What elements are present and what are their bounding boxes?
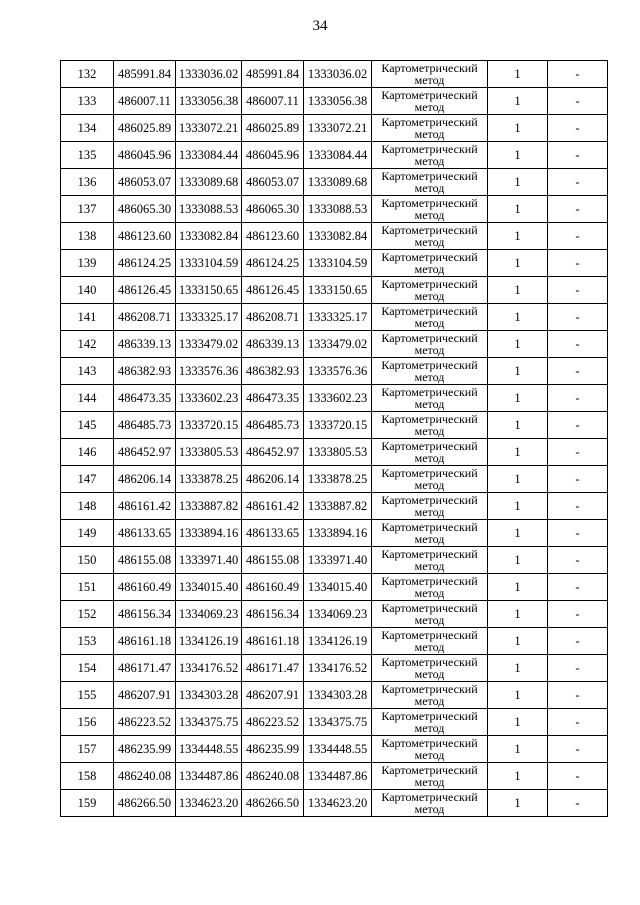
y-coordinate-refined-cell: 1333082.84	[304, 223, 372, 250]
description-cell: -	[548, 601, 608, 628]
table-row	[61, 61, 608, 88]
table-row	[61, 601, 608, 628]
y-coordinate-cell: 1333104.59	[176, 250, 242, 277]
accuracy-cell: 1	[488, 61, 548, 88]
table-row	[61, 385, 608, 412]
accuracy-cell: 1	[488, 736, 548, 763]
point-number-cell: 147	[61, 466, 114, 493]
description-cell: -	[548, 385, 608, 412]
y-coordinate-refined-cell: 1334015.40	[304, 574, 372, 601]
y-coordinate-cell: 1333479.02	[176, 331, 242, 358]
point-number-cell: 158	[61, 763, 114, 790]
point-number-cell: 156	[61, 709, 114, 736]
x-coordinate-cell: 485991.84	[114, 61, 176, 88]
y-coordinate-refined-cell: 1333088.53	[304, 196, 372, 223]
y-coordinate-cell: 1334303.28	[176, 682, 242, 709]
y-coordinate-refined-cell: 1334375.75	[304, 709, 372, 736]
table-row	[61, 655, 608, 682]
accuracy-cell: 1	[488, 304, 548, 331]
x-coordinate-cell: 486473.35	[114, 385, 176, 412]
y-coordinate-refined-cell: 1334623.20	[304, 790, 372, 817]
x-coordinate-refined-cell: 486133.65	[242, 520, 304, 547]
x-coordinate-cell: 486452.97	[114, 439, 176, 466]
accuracy-cell: 1	[488, 439, 548, 466]
y-coordinate-cell: 1334176.52	[176, 655, 242, 682]
description-cell: -	[548, 61, 608, 88]
y-coordinate-cell: 1333082.84	[176, 223, 242, 250]
y-coordinate-refined-cell: 1333576.36	[304, 358, 372, 385]
y-coordinate-cell: 1333056.38	[176, 88, 242, 115]
description-cell: -	[548, 547, 608, 574]
point-number-cell: 132	[61, 61, 114, 88]
method-cell: Картометрический метод	[372, 169, 488, 196]
y-coordinate-refined-cell: 1334126.19	[304, 628, 372, 655]
method-cell: Картометрический метод	[372, 277, 488, 304]
table-row	[61, 331, 608, 358]
description-cell: -	[548, 574, 608, 601]
x-coordinate-cell: 486208.71	[114, 304, 176, 331]
x-coordinate-refined-cell: 486156.34	[242, 601, 304, 628]
x-coordinate-refined-cell: 486053.07	[242, 169, 304, 196]
accuracy-cell: 1	[488, 331, 548, 358]
x-coordinate-refined-cell: 486339.13	[242, 331, 304, 358]
y-coordinate-refined-cell: 1333805.53	[304, 439, 372, 466]
point-number-cell: 144	[61, 385, 114, 412]
x-coordinate-cell: 486223.52	[114, 709, 176, 736]
point-number-cell: 159	[61, 790, 114, 817]
point-number-cell: 134	[61, 115, 114, 142]
method-cell: Картометрический метод	[372, 331, 488, 358]
accuracy-cell: 1	[488, 223, 548, 250]
accuracy-cell: 1	[488, 466, 548, 493]
y-coordinate-refined-cell: 1333720.15	[304, 412, 372, 439]
table-row	[61, 790, 608, 817]
table-row	[61, 196, 608, 223]
method-cell: Картометрический метод	[372, 196, 488, 223]
table-row	[61, 439, 608, 466]
table-row	[61, 493, 608, 520]
y-coordinate-cell: 1334448.55	[176, 736, 242, 763]
x-coordinate-refined-cell: 486045.96	[242, 142, 304, 169]
point-number-cell: 140	[61, 277, 114, 304]
method-cell: Картометрический метод	[372, 61, 488, 88]
description-cell: -	[548, 466, 608, 493]
table-row	[61, 169, 608, 196]
y-coordinate-cell: 1333088.53	[176, 196, 242, 223]
y-coordinate-cell: 1333805.53	[176, 439, 242, 466]
y-coordinate-cell: 1334375.75	[176, 709, 242, 736]
table-row	[61, 736, 608, 763]
description-cell: -	[548, 250, 608, 277]
description-cell: -	[548, 196, 608, 223]
table-row	[61, 115, 608, 142]
x-coordinate-refined-cell: 486160.49	[242, 574, 304, 601]
y-coordinate-refined-cell: 1333072.21	[304, 115, 372, 142]
y-coordinate-cell: 1333878.25	[176, 466, 242, 493]
method-cell: Картометрический метод	[372, 574, 488, 601]
x-coordinate-refined-cell: 486452.97	[242, 439, 304, 466]
method-cell: Картометрический метод	[372, 763, 488, 790]
point-number-cell: 133	[61, 88, 114, 115]
y-coordinate-refined-cell: 1333878.25	[304, 466, 372, 493]
description-cell: -	[548, 790, 608, 817]
description-cell: -	[548, 628, 608, 655]
y-coordinate-cell: 1334069.23	[176, 601, 242, 628]
accuracy-cell: 1	[488, 88, 548, 115]
x-coordinate-refined-cell: 486208.71	[242, 304, 304, 331]
table-row	[61, 466, 608, 493]
table-row	[61, 142, 608, 169]
point-number-cell: 146	[61, 439, 114, 466]
y-coordinate-refined-cell: 1333887.82	[304, 493, 372, 520]
table-row	[61, 520, 608, 547]
x-coordinate-cell: 486235.99	[114, 736, 176, 763]
method-cell: Картометрический метод	[372, 223, 488, 250]
accuracy-cell: 1	[488, 169, 548, 196]
point-number-cell: 137	[61, 196, 114, 223]
x-coordinate-cell: 486007.11	[114, 88, 176, 115]
y-coordinate-refined-cell: 1333602.23	[304, 385, 372, 412]
x-coordinate-refined-cell: 486124.25	[242, 250, 304, 277]
x-coordinate-cell: 486124.25	[114, 250, 176, 277]
description-cell: -	[548, 520, 608, 547]
accuracy-cell: 1	[488, 142, 548, 169]
accuracy-cell: 1	[488, 655, 548, 682]
y-coordinate-refined-cell: 1333089.68	[304, 169, 372, 196]
table-row	[61, 277, 608, 304]
description-cell: -	[548, 331, 608, 358]
table-row	[61, 763, 608, 790]
method-cell: Картометрический метод	[372, 601, 488, 628]
y-coordinate-refined-cell: 1333056.38	[304, 88, 372, 115]
method-cell: Картометрический метод	[372, 412, 488, 439]
y-coordinate-cell: 1333576.36	[176, 358, 242, 385]
coordinates-table	[60, 60, 608, 817]
y-coordinate-refined-cell: 1333150.65	[304, 277, 372, 304]
point-number-cell: 149	[61, 520, 114, 547]
x-coordinate-refined-cell: 486126.45	[242, 277, 304, 304]
method-cell: Картометрический метод	[372, 628, 488, 655]
y-coordinate-refined-cell: 1334448.55	[304, 736, 372, 763]
description-cell: -	[548, 493, 608, 520]
accuracy-cell: 1	[488, 790, 548, 817]
x-coordinate-cell: 486161.18	[114, 628, 176, 655]
table-row	[61, 682, 608, 709]
x-coordinate-cell: 486485.73	[114, 412, 176, 439]
description-cell: -	[548, 736, 608, 763]
x-coordinate-cell: 486156.34	[114, 601, 176, 628]
x-coordinate-refined-cell: 486206.14	[242, 466, 304, 493]
method-cell: Картометрический метод	[372, 790, 488, 817]
y-coordinate-cell: 1333325.17	[176, 304, 242, 331]
x-coordinate-cell: 486240.08	[114, 763, 176, 790]
description-cell: -	[548, 412, 608, 439]
method-cell: Картометрический метод	[372, 358, 488, 385]
y-coordinate-refined-cell: 1334069.23	[304, 601, 372, 628]
y-coordinate-refined-cell: 1333036.02	[304, 61, 372, 88]
accuracy-cell: 1	[488, 115, 548, 142]
description-cell: -	[548, 277, 608, 304]
y-coordinate-cell: 1333720.15	[176, 412, 242, 439]
accuracy-cell: 1	[488, 196, 548, 223]
y-coordinate-refined-cell: 1333104.59	[304, 250, 372, 277]
x-coordinate-refined-cell: 485991.84	[242, 61, 304, 88]
y-coordinate-cell: 1333072.21	[176, 115, 242, 142]
y-coordinate-refined-cell: 1334176.52	[304, 655, 372, 682]
y-coordinate-cell: 1333602.23	[176, 385, 242, 412]
description-cell: -	[548, 358, 608, 385]
x-coordinate-cell: 486025.89	[114, 115, 176, 142]
y-coordinate-cell: 1334487.86	[176, 763, 242, 790]
y-coordinate-cell: 1334623.20	[176, 790, 242, 817]
y-coordinate-cell: 1333089.68	[176, 169, 242, 196]
x-coordinate-cell: 486161.42	[114, 493, 176, 520]
method-cell: Картометрический метод	[372, 655, 488, 682]
point-number-cell: 148	[61, 493, 114, 520]
accuracy-cell: 1	[488, 682, 548, 709]
y-coordinate-cell: 1333036.02	[176, 61, 242, 88]
x-coordinate-refined-cell: 486235.99	[242, 736, 304, 763]
x-coordinate-refined-cell: 486007.11	[242, 88, 304, 115]
y-coordinate-refined-cell: 1333971.40	[304, 547, 372, 574]
table-row	[61, 304, 608, 331]
method-cell: Картометрический метод	[372, 250, 488, 277]
table-row	[61, 628, 608, 655]
method-cell: Картометрический метод	[372, 709, 488, 736]
description-cell: -	[548, 142, 608, 169]
point-number-cell: 143	[61, 358, 114, 385]
y-coordinate-cell: 1334015.40	[176, 574, 242, 601]
method-cell: Картометрический метод	[372, 385, 488, 412]
table-row	[61, 223, 608, 250]
y-coordinate-refined-cell: 1334487.86	[304, 763, 372, 790]
point-number-cell: 139	[61, 250, 114, 277]
table-row	[61, 412, 608, 439]
method-cell: Картометрический метод	[372, 304, 488, 331]
x-coordinate-refined-cell: 486123.60	[242, 223, 304, 250]
y-coordinate-refined-cell: 1333479.02	[304, 331, 372, 358]
x-coordinate-cell: 486123.60	[114, 223, 176, 250]
table-row	[61, 250, 608, 277]
x-coordinate-cell: 486065.30	[114, 196, 176, 223]
x-coordinate-cell: 486126.45	[114, 277, 176, 304]
point-number-cell: 141	[61, 304, 114, 331]
y-coordinate-cell: 1333971.40	[176, 547, 242, 574]
x-coordinate-cell: 486206.14	[114, 466, 176, 493]
description-cell: -	[548, 115, 608, 142]
accuracy-cell: 1	[488, 277, 548, 304]
table-row	[61, 358, 608, 385]
x-coordinate-refined-cell: 486161.18	[242, 628, 304, 655]
point-number-cell: 155	[61, 682, 114, 709]
description-cell: -	[548, 655, 608, 682]
page-number: 34	[312, 18, 328, 34]
accuracy-cell: 1	[488, 547, 548, 574]
accuracy-cell: 1	[488, 763, 548, 790]
description-cell: -	[548, 223, 608, 250]
y-coordinate-cell: 1333150.65	[176, 277, 242, 304]
method-cell: Картометрический метод	[372, 547, 488, 574]
y-coordinate-refined-cell: 1333084.44	[304, 142, 372, 169]
x-coordinate-refined-cell: 486223.52	[242, 709, 304, 736]
x-coordinate-cell: 486339.13	[114, 331, 176, 358]
x-coordinate-refined-cell: 486155.08	[242, 547, 304, 574]
accuracy-cell: 1	[488, 628, 548, 655]
point-number-cell: 152	[61, 601, 114, 628]
x-coordinate-cell: 486266.50	[114, 790, 176, 817]
accuracy-cell: 1	[488, 358, 548, 385]
y-coordinate-cell: 1333887.82	[176, 493, 242, 520]
method-cell: Картометрический метод	[372, 88, 488, 115]
method-cell: Картометрический метод	[372, 142, 488, 169]
x-coordinate-cell: 486133.65	[114, 520, 176, 547]
point-number-cell: 157	[61, 736, 114, 763]
point-number-cell: 135	[61, 142, 114, 169]
x-coordinate-refined-cell: 486266.50	[242, 790, 304, 817]
accuracy-cell: 1	[488, 412, 548, 439]
method-cell: Картометрический метод	[372, 115, 488, 142]
method-cell: Картометрический метод	[372, 520, 488, 547]
x-coordinate-refined-cell: 486025.89	[242, 115, 304, 142]
method-cell: Картометрический метод	[372, 682, 488, 709]
point-number-cell: 150	[61, 547, 114, 574]
x-coordinate-cell: 486053.07	[114, 169, 176, 196]
method-cell: Картометрический метод	[372, 736, 488, 763]
description-cell: -	[548, 439, 608, 466]
accuracy-cell: 1	[488, 520, 548, 547]
method-cell: Картометрический метод	[372, 466, 488, 493]
description-cell: -	[548, 304, 608, 331]
accuracy-cell: 1	[488, 250, 548, 277]
x-coordinate-refined-cell: 486485.73	[242, 412, 304, 439]
description-cell: -	[548, 88, 608, 115]
table-row	[61, 574, 608, 601]
description-cell: -	[548, 682, 608, 709]
point-number-cell: 136	[61, 169, 114, 196]
description-cell: -	[548, 709, 608, 736]
y-coordinate-cell: 1334126.19	[176, 628, 242, 655]
x-coordinate-refined-cell: 486207.91	[242, 682, 304, 709]
point-number-cell: 145	[61, 412, 114, 439]
x-coordinate-cell: 486171.47	[114, 655, 176, 682]
point-number-cell: 138	[61, 223, 114, 250]
x-coordinate-refined-cell: 486171.47	[242, 655, 304, 682]
x-coordinate-cell: 486155.08	[114, 547, 176, 574]
description-cell: -	[548, 169, 608, 196]
y-coordinate-refined-cell: 1334303.28	[304, 682, 372, 709]
x-coordinate-refined-cell: 486161.42	[242, 493, 304, 520]
x-coordinate-cell: 486382.93	[114, 358, 176, 385]
x-coordinate-cell: 486160.49	[114, 574, 176, 601]
point-number-cell: 154	[61, 655, 114, 682]
y-coordinate-cell: 1333084.44	[176, 142, 242, 169]
accuracy-cell: 1	[488, 493, 548, 520]
description-cell: -	[548, 763, 608, 790]
accuracy-cell: 1	[488, 709, 548, 736]
table-row	[61, 547, 608, 574]
method-cell: Картометрический метод	[372, 493, 488, 520]
y-coordinate-refined-cell: 1333325.17	[304, 304, 372, 331]
y-coordinate-refined-cell: 1333894.16	[304, 520, 372, 547]
y-coordinate-cell: 1333894.16	[176, 520, 242, 547]
x-coordinate-cell: 486045.96	[114, 142, 176, 169]
point-number-cell: 153	[61, 628, 114, 655]
x-coordinate-cell: 486207.91	[114, 682, 176, 709]
x-coordinate-refined-cell: 486065.30	[242, 196, 304, 223]
x-coordinate-refined-cell: 486240.08	[242, 763, 304, 790]
accuracy-cell: 1	[488, 601, 548, 628]
x-coordinate-refined-cell: 486473.35	[242, 385, 304, 412]
x-coordinate-refined-cell: 486382.93	[242, 358, 304, 385]
accuracy-cell: 1	[488, 574, 548, 601]
method-cell: Картометрический метод	[372, 439, 488, 466]
accuracy-cell: 1	[488, 385, 548, 412]
table-body	[61, 61, 608, 817]
point-number-cell: 142	[61, 331, 114, 358]
point-number-cell: 151	[61, 574, 114, 601]
table-row	[61, 709, 608, 736]
table-row	[61, 88, 608, 115]
